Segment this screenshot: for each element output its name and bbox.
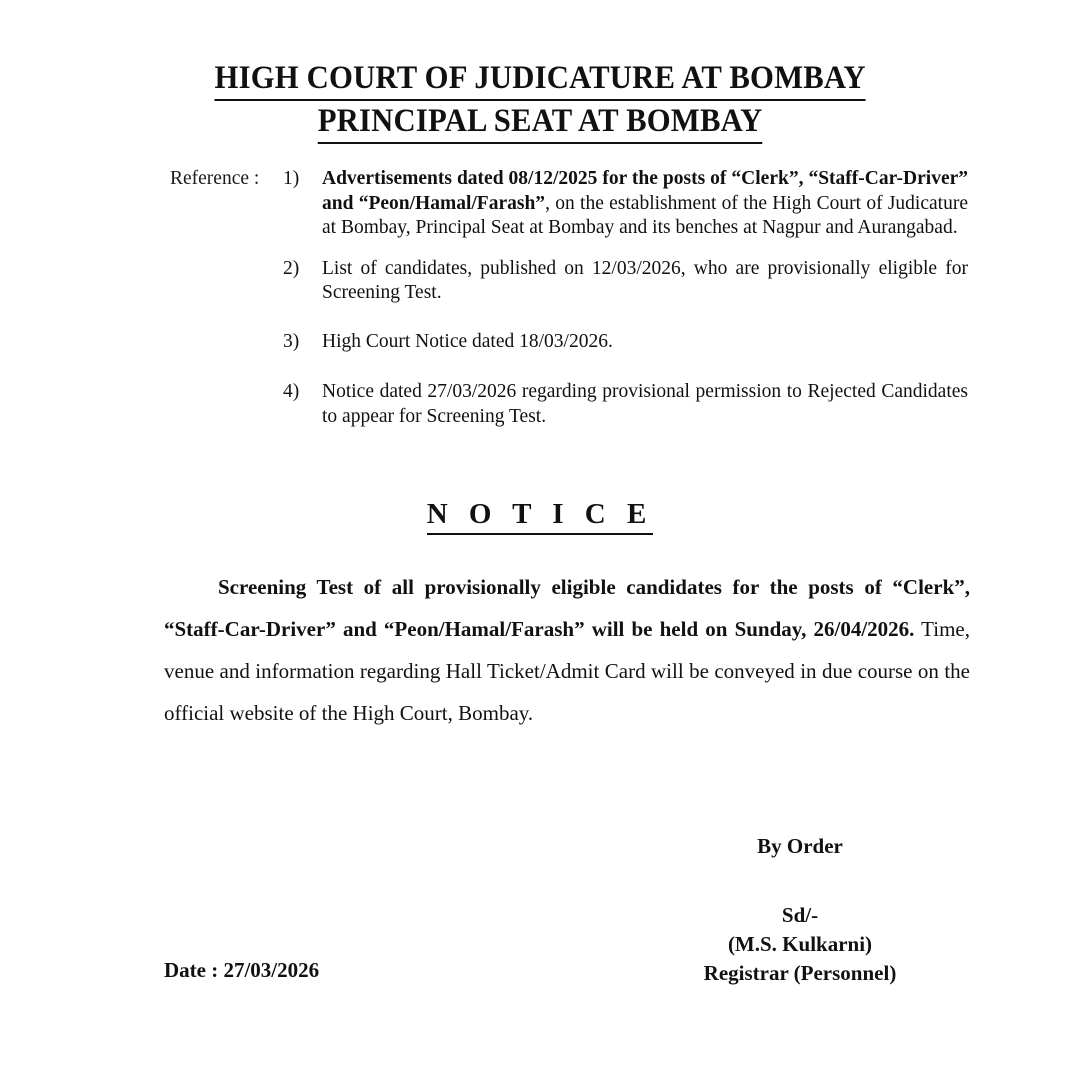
notice-body-bold: Screening Test of all provisionally eligible candidates for the posts of “Clerk”, “Staff-Car-Driver” and “Peon/Hamal/Farash” will be held on Sunday, 26/04/2026. xyxy=(164,575,970,641)
notice-body-normal: Time, venue and information regarding Hall Ticket/Admit Card will be conveyed in due course on the official website of the High Court, Bombay. xyxy=(164,617,970,725)
heading-line-2 xyxy=(0,101,1080,144)
signature-name: (M.S. Kulkarni) xyxy=(727,932,873,956)
reference-section xyxy=(0,167,1080,445)
heading-line-1-text: HIGH COURT OF JUDICATURE AT BOMBAY xyxy=(214,58,865,101)
reference-item-1 xyxy=(0,167,1080,241)
reference-item-4-text: Notice dated 27/03/2026 regarding provisional permission to Rejected Candidates to appear for Screening Test. xyxy=(322,381,968,427)
reference-item-2 xyxy=(0,257,1080,306)
reference-item-3-number: 3) xyxy=(283,330,300,352)
reference-item-1-number: 1) xyxy=(283,168,300,189)
document-heading xyxy=(0,58,1080,144)
date-line: Date : 27/03/2026 xyxy=(164,958,320,982)
reference-label: Reference : xyxy=(170,168,260,189)
notice-body-paragraph xyxy=(164,566,970,734)
signature-sd: Sd/- xyxy=(781,903,819,927)
signature-block xyxy=(640,901,960,988)
heading-line-2-text: PRINCIPAL SEAT AT BOMBAY xyxy=(318,101,763,144)
notice-title-text: N O T I C E xyxy=(427,498,654,535)
by-order-label: By Order xyxy=(757,834,843,858)
reference-item-3 xyxy=(0,330,1080,355)
heading-line-1 xyxy=(0,58,1080,101)
reference-item-3-text: High Court Notice dated 18/03/2026. xyxy=(322,330,613,352)
reference-item-2-number: 2) xyxy=(283,257,300,279)
reference-item-1-rest: , on the establishment of the High Court of Judicature at Bombay, Principal Seat at Bombay and its benches at Nagpur and Aurangabad. xyxy=(322,192,968,238)
signature-designation: Registrar (Personnel) xyxy=(703,961,897,985)
reference-item-4 xyxy=(0,380,1080,429)
notice-title xyxy=(0,498,1080,535)
reference-item-1-text xyxy=(322,167,968,241)
reference-item-2-text: List of candidates, published on 12/03/2026, who are provisionally eligible for Screening Test. xyxy=(322,257,968,303)
reference-item-4-number: 4) xyxy=(283,381,300,402)
reference-item-1-bold: Advertisements dated 08/12/2025 for the posts of “Clerk”, “Staff-Car-Driver” and “Peon/Hamal/Farash” xyxy=(322,168,968,214)
